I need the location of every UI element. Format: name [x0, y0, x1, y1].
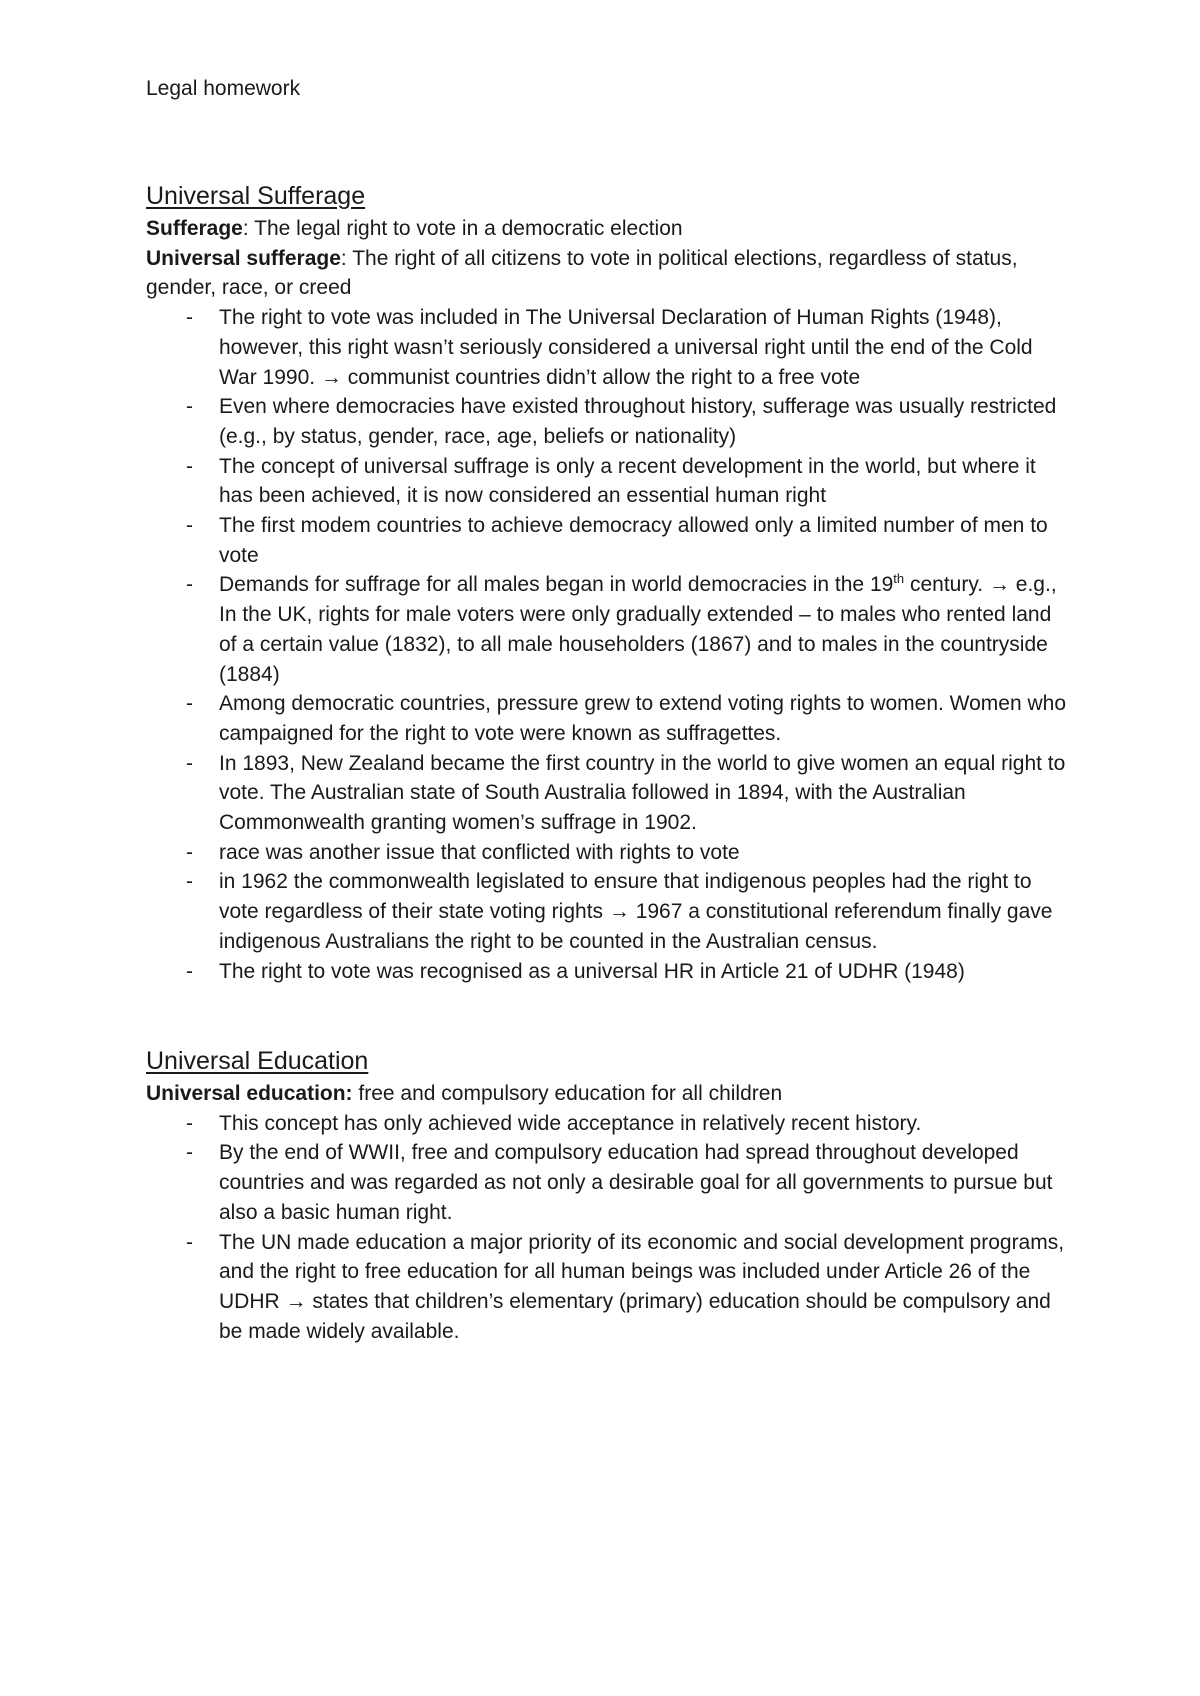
definition-universal-sufferage: [146, 244, 1066, 303]
definition-term: Sufferage: [146, 217, 243, 240]
definition-text: free and compulsory education for all children: [352, 1082, 783, 1105]
superscript: th: [893, 571, 905, 587]
section-title: Universal Education: [146, 1047, 369, 1075]
list-item-text: The first modem countries to achieve democracy allowed only a limited number of men to vote: [219, 514, 1048, 567]
definition-term: Universal sufferage: [146, 246, 341, 270]
bullet-list: [146, 303, 1066, 986]
list-item-text: The UN made education a major priority of its economic and social development programs, and the right to free education for all human beings was included under Article 26 of the UDHR → states that children’s elementary (primary) education should be compulsory and be made widely available.: [219, 1230, 1065, 1343]
list-item: [146, 838, 1066, 868]
list-item: [146, 867, 1066, 956]
definition-universal-education: [146, 1079, 1066, 1109]
bullet-marker: -: [186, 870, 193, 894]
definition-text: : The legal right to vote in a democratic election: [242, 217, 683, 240]
list-item: [146, 1109, 1066, 1139]
list-item-text: in 1962 the commonwealth legislated to ensure that indigenous peoples had the right to vote regardless of their state voting rights → 1967 a constitutional referendum finally gave indigenous Australians the right to be counted in the Australian census.: [219, 870, 1053, 953]
bullet-marker: -: [186, 395, 193, 419]
list-item-text: century. → e.g., In the UK, rights for male voters were only gradually extended – to males who rented land of a certain value (1832), to all male householders (1867) and to males in the countryside (1884): [219, 573, 1057, 686]
bullet-marker: -: [186, 692, 193, 716]
bullet-marker: -: [186, 306, 193, 330]
bullet-marker: -: [186, 1230, 193, 1254]
bullet-marker: -: [186, 514, 193, 538]
list-item: [146, 1138, 1066, 1227]
definition-term: Universal education:: [146, 1082, 353, 1105]
bullet-list: [146, 1109, 1066, 1347]
list-item: [146, 511, 1066, 570]
document-header: Legal homework: [146, 77, 301, 100]
list-item: [146, 689, 1066, 748]
bullet-marker: -: [186, 751, 193, 775]
list-item-text: By the end of WWII, free and compulsory education had spread throughout developed countries and was regarded as not only a desirable goal for all governments to pursue but also a basic human right.: [219, 1141, 1053, 1224]
list-item: [146, 392, 1066, 451]
bullet-marker: -: [186, 840, 193, 864]
list-item-text: The right to vote was recognised as a universal HR in Article 21 of UDHR (1948): [219, 959, 965, 983]
section-universal-sufferage: [146, 178, 1066, 986]
bullet-marker: -: [186, 454, 193, 478]
section-title: Universal Sufferage: [146, 182, 366, 210]
bullet-marker: -: [186, 573, 193, 597]
list-item-text: In 1893, New Zealand became the first country in the world to give women an equal right to vote. The Australian state of South Australia followed in 1894, with the Australian Commonwealth granting women’s suffrage in 1902.: [219, 751, 1066, 835]
list-item: [146, 303, 1066, 392]
list-item-text: Among democratic countries, pressure grew to extend voting rights to women. Women who campaigned for the right to vote were known as suffragettes.: [219, 692, 1067, 745]
list-item-text: race was another issue that conflicted with rights to vote: [219, 840, 740, 864]
list-item: [146, 1228, 1066, 1347]
definition-sufferage: [146, 214, 1066, 244]
bullet-marker: -: [186, 959, 193, 983]
definition-text: : The right of all citizens to vote in political elections, regardless of status, gender, race, or creed: [146, 246, 1018, 300]
list-item: [146, 957, 1066, 987]
list-item: [146, 570, 1066, 689]
section-universal-education: [146, 1043, 1066, 1346]
list-item-text: The concept of universal suffrage is only a recent development in the world, but where it has been achieved, it is now considered an essential human right: [219, 454, 1036, 508]
list-item: [146, 452, 1066, 511]
list-item-text: This concept has only achieved wide acceptance in relatively recent history.: [219, 1111, 922, 1135]
list-item-text: Demands for suffrage for all males began in world democracies in the 19: [219, 573, 894, 597]
list-item-text: Even where democracies have existed throughout history, sufferage was usually restricted (e.g., by status, gender, race, age, beliefs or nationality): [219, 395, 1057, 448]
list-item: [146, 749, 1066, 838]
bullet-marker: -: [186, 1111, 193, 1135]
bullet-marker: -: [186, 1141, 193, 1165]
list-item-text: The right to vote was included in The Universal Declaration of Human Rights (1948), however, this right wasn’t seriously considered a universal right until the end of the Cold War 1990. → communist countries didn’t allow the right to a free vote: [219, 306, 1033, 389]
